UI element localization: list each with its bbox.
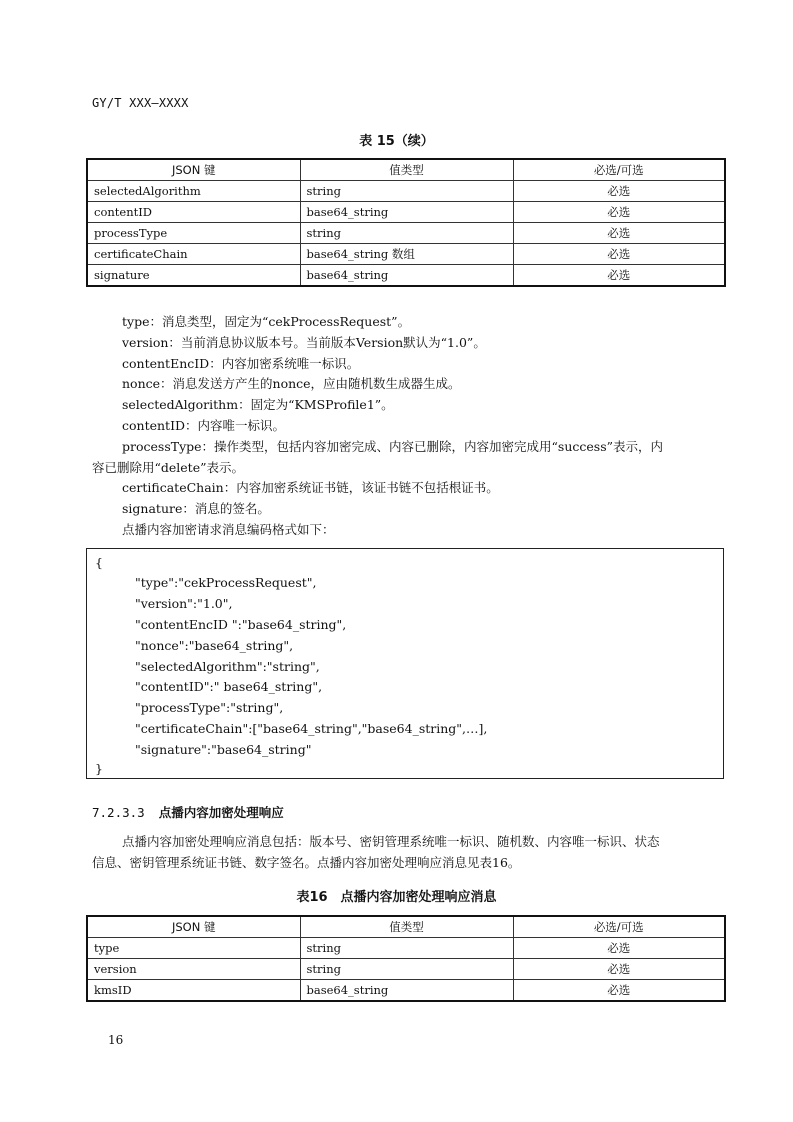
table-row [87, 938, 725, 959]
section-heading [92, 803, 284, 821]
description-line: selectedAlgorithm：固定为“KMSProfile1”。 [122, 397, 394, 413]
cell-required: 必选 [513, 980, 725, 1002]
page-number: 16 [108, 1033, 124, 1047]
cell-type: string [300, 223, 513, 244]
cell-key: contentID [87, 202, 300, 223]
cell-key: version [87, 959, 300, 980]
body-line: 信息、密钥管理系统证书链、数字签名。点播内容加密处理响应消息见表16。 [92, 854, 521, 870]
table16 [86, 915, 726, 1002]
cell-key: processType [87, 223, 300, 244]
description-line: certificateChain：内容加密系统证书链，该证书链不包括根证书。 [122, 480, 499, 496]
table-header-row [87, 159, 725, 181]
table-row [87, 959, 725, 980]
column-header-value-type: 值类型 [300, 916, 513, 938]
cell-key: type [87, 938, 300, 959]
description-line: processType：操作类型，包括内容加密完成、内容已删除，内容加密完成用“success”表示，内 [122, 438, 664, 454]
field-descriptions [92, 312, 724, 541]
cell-required: 必选 [513, 181, 725, 202]
code-block [86, 548, 724, 779]
cell-key: kmsID [87, 980, 300, 1002]
code-line: "processType":"string", [135, 700, 284, 715]
description-line: version：当前消息协议版本号。当前版本Version默认为“1.0”。 [122, 334, 486, 350]
cell-required: 必选 [513, 265, 725, 287]
code-line: "contentID":" base64_string", [135, 679, 323, 694]
table16-caption: 表16 点播内容加密处理响应消息 [296, 890, 497, 905]
cell-key: selectedAlgorithm [87, 181, 300, 202]
table-row [87, 181, 725, 202]
description-line: 点播内容加密请求消息编码格式如下： [122, 521, 335, 537]
code-line: "certificateChain":["base64_string","base64_string",…], [135, 721, 488, 736]
code-line: "contentEncID ":"base64_string", [135, 617, 347, 632]
cell-type: base64_string [300, 980, 513, 1002]
code-line: "signature":"base64_string" [135, 742, 312, 757]
description-line: nonce：消息发送方产生的nonce，应由随机数生成器生成。 [122, 376, 461, 392]
body-line: 点播内容加密处理响应消息包括：版本号、密钥管理系统唯一标识、随机数、内容唯一标识、状态 [122, 834, 660, 849]
table15 [86, 158, 726, 287]
cell-required: 必选 [513, 202, 725, 223]
cell-required: 必选 [513, 223, 725, 244]
code-line: "type":"cekProcessRequest", [135, 575, 317, 590]
code-line: { [95, 555, 103, 570]
code-line: "version":"1.0", [135, 596, 233, 611]
table-row [87, 980, 725, 1002]
cell-type: base64_string [300, 265, 513, 287]
table-row [87, 223, 725, 244]
cell-type: base64_string [300, 202, 513, 223]
section-number: 7.2.3.3 [92, 805, 145, 820]
table-row [87, 244, 725, 265]
description-line: 容已删除用“delete”表示。 [92, 459, 244, 475]
cell-key: certificateChain [87, 244, 300, 265]
description-line: signature：消息的签名。 [122, 501, 270, 517]
code-line: "nonce":"base64_string", [135, 638, 294, 653]
cell-type: base64_string 数组 [300, 244, 513, 265]
section-body [92, 832, 724, 874]
section-title: 点播内容加密处理响应 [158, 805, 284, 820]
cell-type: string [300, 181, 513, 202]
description-line: contentEncID：内容加密系统唯一标识。 [122, 355, 360, 371]
standard-code: GY/T XXX—XXXX [92, 96, 189, 110]
description-line: type：消息类型，固定为“cekProcessRequest”。 [122, 314, 411, 329]
description-line: contentID：内容唯一标识。 [122, 417, 286, 433]
cell-type: string [300, 938, 513, 959]
column-header-required: 必选/可选 [513, 916, 725, 938]
code-line: } [95, 761, 103, 776]
cell-required: 必选 [513, 244, 725, 265]
cell-type: string [300, 959, 513, 980]
cell-key: signature [87, 265, 300, 287]
table-row [87, 265, 725, 287]
code-line: "selectedAlgorithm":"string", [135, 659, 320, 674]
table-header-row [87, 916, 725, 938]
column-header-json-key: JSON 键 [87, 916, 300, 938]
cell-required: 必选 [513, 938, 725, 959]
column-header-required: 必选/可选 [513, 159, 725, 181]
table-row [87, 202, 725, 223]
cell-required: 必选 [513, 959, 725, 980]
column-header-json-key: JSON 键 [87, 159, 300, 181]
column-header-value-type: 值类型 [300, 159, 513, 181]
table15-caption: 表 15（续） [359, 134, 434, 149]
